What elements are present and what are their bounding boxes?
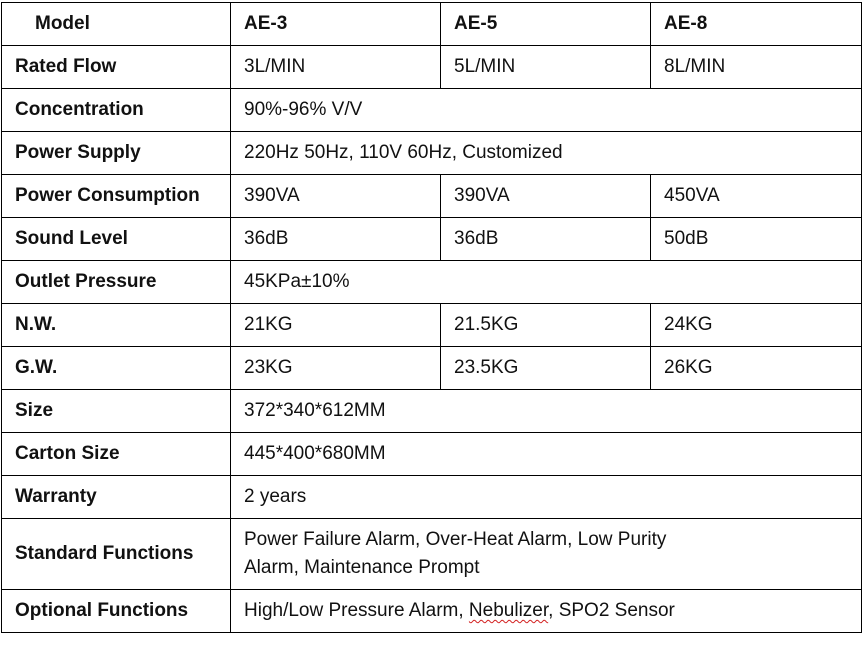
model-ae8-header: AE-8 bbox=[651, 3, 862, 46]
specification-table bbox=[1, 2, 862, 633]
table-row-standard-functions bbox=[2, 519, 862, 590]
table-row-sound-level bbox=[2, 218, 862, 261]
table-cell: 220Hz 50Hz, 110V 60Hz, Customized bbox=[231, 132, 862, 175]
table-cell bbox=[231, 519, 862, 590]
row-label: Warranty bbox=[2, 476, 231, 519]
table-cell: 26KG bbox=[651, 347, 862, 390]
standard-functions-line-1: Power Failure Alarm, Over-Heat Alarm, Low Purity bbox=[244, 529, 667, 550]
table-cell: 21KG bbox=[231, 304, 441, 347]
table-row-carton-size bbox=[2, 433, 862, 476]
table-cell: 36dB bbox=[441, 218, 651, 261]
table-cell: 390VA bbox=[231, 175, 441, 218]
table-cell: 8L/MIN bbox=[651, 46, 862, 89]
table-row-concentration bbox=[2, 89, 862, 132]
model-ae5-header: AE-5 bbox=[441, 3, 651, 46]
table-cell: 2 years bbox=[231, 476, 862, 519]
table-cell: 450VA bbox=[651, 175, 862, 218]
table-cell: 24KG bbox=[651, 304, 862, 347]
table-cell: 390VA bbox=[441, 175, 651, 218]
table-cell: 372*340*612MM bbox=[231, 390, 862, 433]
table-row-outlet-pressure bbox=[2, 261, 862, 304]
table-row-net-weight bbox=[2, 304, 862, 347]
table-cell: 445*400*680MM bbox=[231, 433, 862, 476]
table-cell: 50dB bbox=[651, 218, 862, 261]
table-cell bbox=[231, 590, 862, 633]
table-row-power-supply bbox=[2, 132, 862, 175]
table-row-size bbox=[2, 390, 862, 433]
row-label: G.W. bbox=[2, 347, 231, 390]
row-label: Sound Level bbox=[2, 218, 231, 261]
row-label: Optional Functions bbox=[2, 590, 231, 633]
spellcheck-underlined-word: Nebulizer bbox=[468, 600, 549, 621]
table-cell: 23KG bbox=[231, 347, 441, 390]
table-header-row bbox=[2, 3, 862, 46]
table-cell: 90%-96% V/V bbox=[231, 89, 862, 132]
table-row-optional-functions bbox=[2, 590, 862, 633]
standard-functions-line-2: Alarm, Maintenance Prompt bbox=[244, 557, 480, 578]
row-label: Size bbox=[2, 390, 231, 433]
optional-functions-text-1: High/Low Pressure Alarm, bbox=[244, 600, 469, 621]
row-label: Standard Functions bbox=[2, 519, 231, 590]
table-cell: 45KPa±10% bbox=[231, 261, 862, 304]
table-cell: 23.5KG bbox=[441, 347, 651, 390]
table-cell: 5L/MIN bbox=[441, 46, 651, 89]
model-ae3-header: AE-3 bbox=[231, 3, 441, 46]
row-label: Power Supply bbox=[2, 132, 231, 175]
table-cell: 36dB bbox=[231, 218, 441, 261]
row-label: Concentration bbox=[2, 89, 231, 132]
table-cell: 3L/MIN bbox=[231, 46, 441, 89]
table-row-rated-flow bbox=[2, 46, 862, 89]
table-row-warranty bbox=[2, 476, 862, 519]
row-label: Rated Flow bbox=[2, 46, 231, 89]
row-label: Carton Size bbox=[2, 433, 231, 476]
table-row-power-consumption bbox=[2, 175, 862, 218]
table-cell: 21.5KG bbox=[441, 304, 651, 347]
optional-functions-text-3: , SPO2 Sensor bbox=[548, 600, 675, 621]
row-label: N.W. bbox=[2, 304, 231, 347]
table-row-gross-weight bbox=[2, 347, 862, 390]
row-label: Outlet Pressure bbox=[2, 261, 231, 304]
row-label: Power Consumption bbox=[2, 175, 231, 218]
model-header-cell: Model bbox=[2, 3, 231, 46]
